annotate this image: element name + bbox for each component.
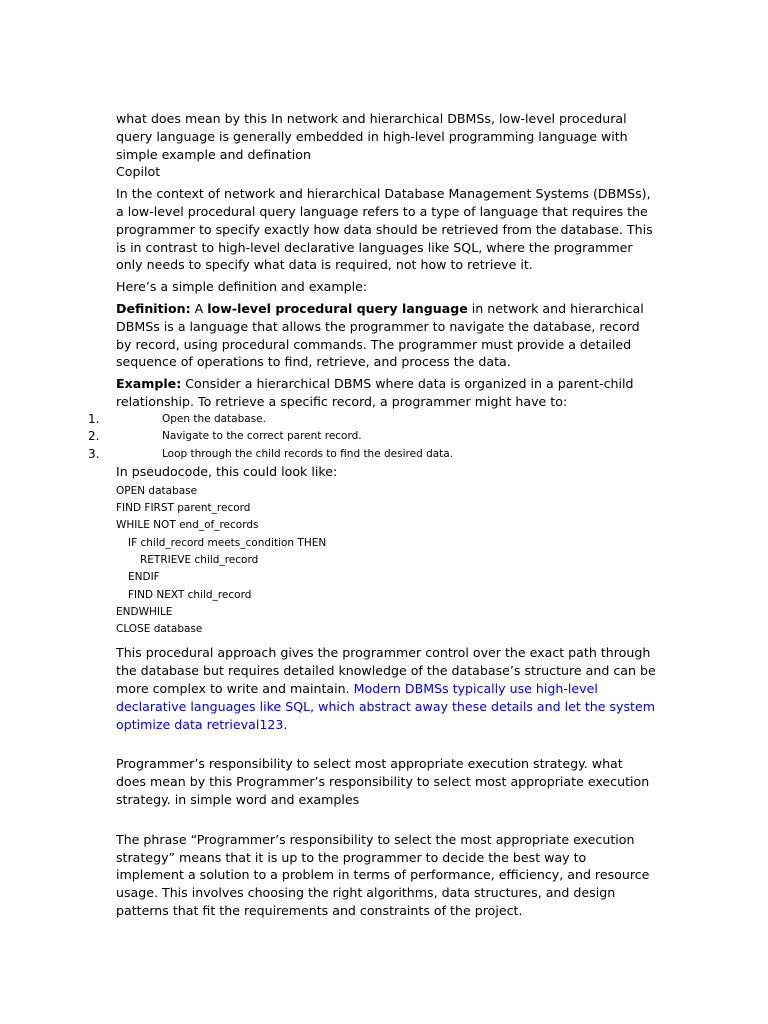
question-1: what does mean by this In network and hierarchical DBMSs, low-level procedural query language is generally embedded in high-level programming language with simple example and defination xyxy=(116,111,628,162)
list-number: 2. xyxy=(88,429,100,444)
steps-list xyxy=(88,411,648,463)
example-text: Consider a hierarchical DBMS where data is organized in a parent-child relationship. To retrieve a specific record, a programmer might have to: xyxy=(116,376,634,409)
question-2: Programmer’s responsibility to select most appropriate execution strategy. what does mean by this Programmer’s responsibility to select most appropriate execution strategy. in simple word and examples xyxy=(116,756,650,808)
definition-text: in network and hierarchical DBMSs is a language that allows the programmer to navigate the database, record by record, using procedural commands. The programmer must provide a detailed sequence of operations to find, retrieve, and process the data. xyxy=(116,300,644,370)
pseudocode-block xyxy=(116,483,656,639)
code-line: FIND NEXT child_record xyxy=(128,588,252,601)
list-number: 1. xyxy=(88,411,100,426)
list-text: Loop through the child records to find the desired data. xyxy=(162,447,454,460)
list-item xyxy=(88,428,648,445)
definition-pre: A xyxy=(190,300,208,316)
list-text: Open the database. xyxy=(162,412,266,425)
list-text: Navigate to the correct parent record. xyxy=(162,430,362,443)
code-line: RETRIEVE child_record xyxy=(140,553,259,566)
code-line: ENDIF xyxy=(128,571,160,584)
list-item xyxy=(88,411,648,428)
example-paragraph xyxy=(116,375,656,411)
example-label: Example: xyxy=(116,376,182,392)
answer-2: The phrase “Programmer’s responsibility to select the most appropriate execution strategy” means that it is up to the programmer to decide the best way to implement a solution to a problem in terms of performance, efficiency, and resource usage. This involves choosing the right algorithms, data structures, and design patterns that fit the requirements and constraints of the project. xyxy=(116,831,650,918)
definition-label: Definition: xyxy=(116,300,191,316)
pseudocode-intro: In pseudocode, this could look like: xyxy=(116,463,338,479)
reference-link[interactable]: Modern DBMSs typically use high-level declarative languages like SQL, which abstract away these details and let the system optimize data retrieval123 xyxy=(116,681,656,732)
code-line: WHILE NOT end_of_records xyxy=(116,519,259,532)
definition-term: low-level procedural query language xyxy=(207,300,468,316)
code-line: ENDWHILE xyxy=(116,605,173,618)
conclusion-end: . xyxy=(283,716,288,732)
conclusion-text: This procedural approach gives the programmer control over the exact path through the database but requires detailed knowledge of the database’s structure and can be more complex to write and maintain. xyxy=(116,645,656,697)
code-line: OPEN database xyxy=(116,484,198,497)
responder-label: Copilot xyxy=(116,164,161,180)
definition-paragraph xyxy=(116,300,656,371)
intro-paragraph: In the context of network and hierarchical Database Management Systems (DBMSs), a low-level procedural query language refers to a type of language that requires the programmer to specify exactly how data should be retrieved from the database. This is in contrast to high-level declarative languages like SQL, where the programmer only needs to specify what data is required, not how to retrieve it. xyxy=(116,186,653,273)
list-item xyxy=(88,446,648,463)
code-line: IF child_record meets_condition THEN xyxy=(128,536,327,549)
lead-in: Here’s a simple definition and example: xyxy=(116,279,368,295)
code-line: CLOSE database xyxy=(116,623,203,636)
code-line: FIND FIRST parent_record xyxy=(116,502,251,515)
document-content xyxy=(88,110,656,920)
list-number: 3. xyxy=(88,446,100,461)
conclusion-paragraph xyxy=(116,644,656,733)
